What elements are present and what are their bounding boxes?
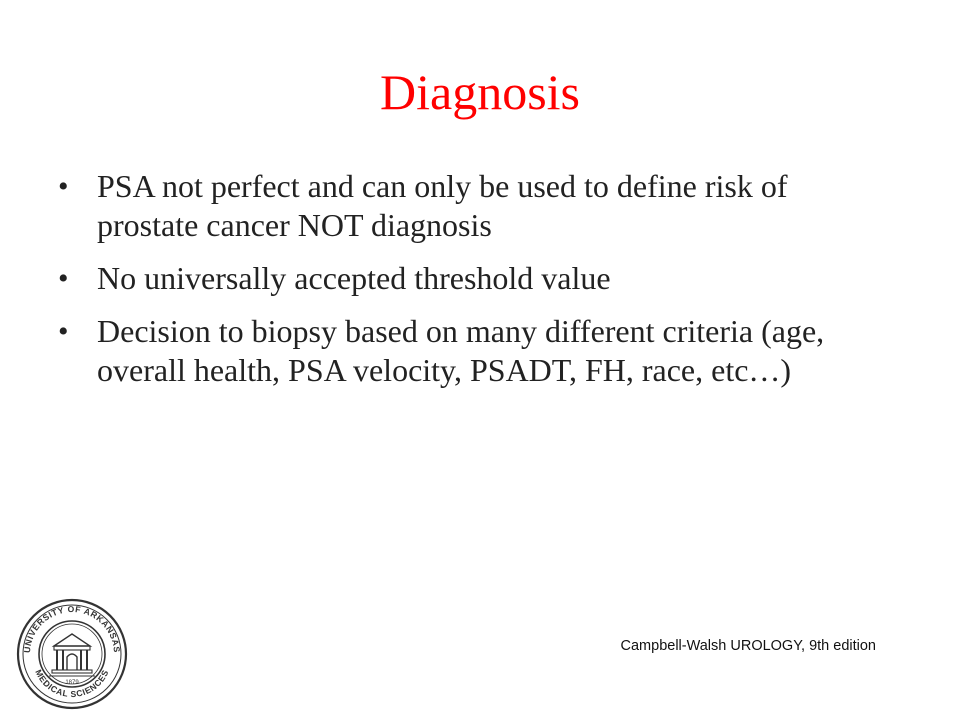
seal-text-bottom: MEDICAL SCIENCES xyxy=(33,667,111,700)
bullet-item xyxy=(52,259,892,298)
bullet-dot-icon: • xyxy=(58,170,69,203)
bullet-text: PSA not perfect and can only be used to define risk of prostate cancer NOT diagnosis xyxy=(97,168,788,243)
bullet-list xyxy=(52,167,892,404)
citation-text: Campbell-Walsh UROLOGY, 9th edition xyxy=(620,638,876,654)
bullet-text: Decision to biopsy based on many different criteria (age, overall health, PSA velocity, PSADT, FH, race, etc…) xyxy=(97,313,825,388)
bullet-item xyxy=(52,312,892,390)
university-seal-icon xyxy=(16,598,128,710)
bullet-text: No universally accepted threshold value xyxy=(97,260,611,296)
bullet-dot-icon: • xyxy=(58,262,69,295)
slide-title: Diagnosis xyxy=(380,64,580,120)
bullet-item xyxy=(52,167,892,245)
bullet-dot-icon: • xyxy=(58,315,69,348)
seal-text-top: UNIVERSITY OF ARKANSAS xyxy=(21,603,123,654)
seal-year: 1879 xyxy=(65,680,79,686)
